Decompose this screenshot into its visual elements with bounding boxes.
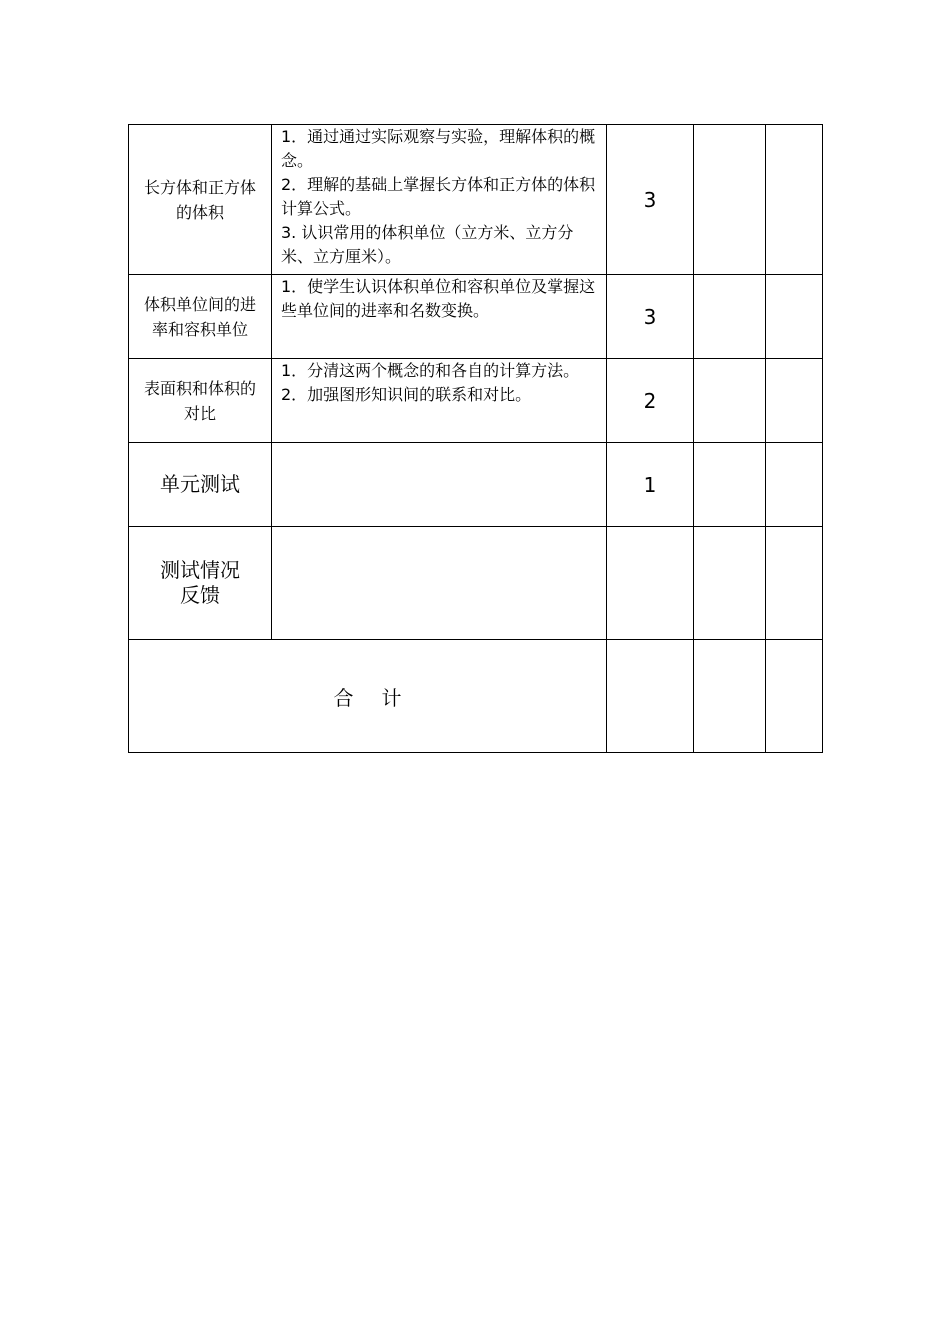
- goals-cell: [272, 443, 607, 527]
- goal-item: 1．使学生认识体积单位和容积单位及掌握这些单位间的进率和名数变换。: [281, 277, 596, 320]
- table-row: [129, 275, 823, 359]
- goal-item: 1．通过通过实际观察与实验，理解体积的概念。: [281, 127, 596, 170]
- goals-cell: [272, 359, 607, 443]
- table-row: [129, 443, 823, 527]
- blank-cell: [694, 125, 766, 275]
- blank-cell: [766, 125, 823, 275]
- blank-cell: [766, 275, 823, 359]
- goal-item: 1．分清这两个概念的和各自的计算方法。: [281, 361, 580, 380]
- blank-cell: [766, 640, 823, 753]
- total-label: 合计: [129, 640, 607, 753]
- blank-cell: [694, 359, 766, 443]
- blank-cell: [694, 527, 766, 640]
- blank-cell: [694, 275, 766, 359]
- topic-cell: 表面积和体积的对比: [129, 359, 272, 443]
- goal-item: 2．理解的基础上掌握长方体和正方体的体积计算公式。: [281, 175, 596, 218]
- blank-cell: [607, 640, 694, 753]
- total-row: [129, 640, 823, 753]
- lesson-plan-table: [128, 124, 823, 753]
- goal-item: 2．加强图形知识间的联系和对比。: [281, 385, 532, 404]
- blank-cell: [766, 443, 823, 527]
- topic-cell: 长方体和正方体的体积: [129, 125, 272, 275]
- hours-cell: 3: [607, 275, 694, 359]
- goals-cell: [272, 125, 607, 275]
- table-row: [129, 125, 823, 275]
- goal-item: 3. 认识常用的体积单位（立方米、立方分米、立方厘米）。: [281, 223, 574, 266]
- table-row: [129, 527, 823, 640]
- topic-cell: 单元测试: [129, 443, 272, 527]
- topic-cell: 测试情况反馈: [129, 527, 272, 640]
- blank-cell: [694, 640, 766, 753]
- hours-cell: 2: [607, 359, 694, 443]
- hours-cell: 1: [607, 443, 694, 527]
- blank-cell: [766, 359, 823, 443]
- hours-cell: [607, 527, 694, 640]
- hours-cell: 3: [607, 125, 694, 275]
- goals-cell: [272, 527, 607, 640]
- blank-cell: [766, 527, 823, 640]
- blank-cell: [694, 443, 766, 527]
- goals-cell: [272, 275, 607, 359]
- topic-cell: 体积单位间的进率和容积单位: [129, 275, 272, 359]
- table-row: [129, 359, 823, 443]
